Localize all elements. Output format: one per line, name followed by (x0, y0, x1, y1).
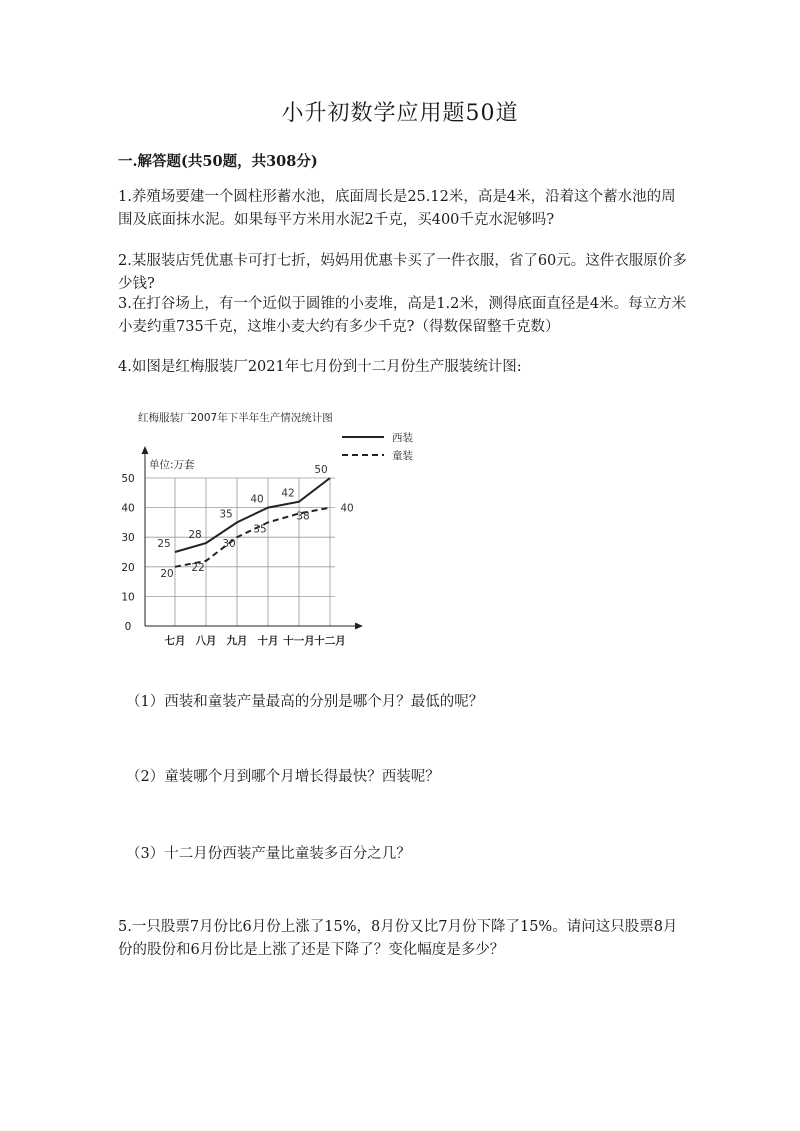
page-title: 小升初数学应用题50道 (281, 101, 519, 126)
y-axis-arrow-icon (142, 446, 149, 454)
data-label: 40 (340, 502, 354, 515)
data-label: 20 (160, 567, 174, 580)
y-tick-label: 40 (121, 502, 135, 515)
x-tick-label: 七月 (164, 635, 186, 647)
y-tick-label: 50 (121, 473, 135, 485)
x-axis-arrow-icon (355, 623, 363, 630)
data-label: 25 (157, 538, 171, 550)
data-label: 42 (281, 487, 295, 500)
x-tick-label: 十月 (257, 635, 279, 647)
production-line-chart (118, 398, 413, 658)
question-4-part-2: （2）童装哪个月到哪个月增长得最快？西装呢？ (126, 769, 440, 785)
data-label: 40 (250, 493, 264, 506)
x-tick-label: 八月 (195, 635, 217, 647)
question-4-part-3: （3）十二月份西装产量比童装多百分之几？ (126, 846, 411, 862)
legend-label: 童装 (392, 450, 413, 462)
question-4: 4.如图是红梅服装厂2021年七月份到十二月份生产服装统计图: (118, 359, 522, 375)
question-4-part-1: （1）西装和童装产量最高的分别是哪个月？最低的呢？ (126, 694, 484, 710)
y-tick-label: 20 (121, 561, 135, 574)
question-3: 3.在打谷场上，有一个近似于圆锥的小麦堆，高是1.2米，测得底面直径是4米。每立方米小麦约重735千克，这堆小麦大约有多少千克?（得数保留整千克数） (118, 296, 687, 335)
x-tick-label: 十二月 (314, 635, 346, 647)
y-axis-unit-label: 单位:万套 (149, 459, 195, 471)
x-tick-label: 九月 (226, 635, 248, 647)
data-label: 28 (188, 529, 202, 542)
question-2: 2.某服装店凭优惠卡可打七折，妈妈用优惠卡买了一件衣服，省了60元。这件衣服原价多少钱? (118, 253, 687, 292)
y-tick-label: 10 (121, 591, 135, 604)
y-tick-label: 30 (121, 532, 135, 545)
data-label: 35 (219, 508, 233, 521)
chart-title: 红梅服装厂2007年下半年生产情况统计图 (138, 412, 333, 424)
data-label: 22 (191, 561, 205, 574)
y-tick-label: 0 (124, 621, 132, 633)
legend-label: 西装 (392, 432, 413, 444)
data-label: 50 (314, 464, 328, 476)
question-5: 5.一只股票7月份比6月份上涨了15%，8月份又比7月份下降了15%。请问这只股票8月份的股份和6月份比是上涨了还是下降了？变化幅度是多少？ (118, 919, 678, 958)
data-label: 30 (222, 538, 236, 551)
data-label: 35 (253, 523, 267, 536)
x-tick-label: 十一月 (283, 635, 315, 647)
section-heading: 一.解答题(共50题，共308分) (118, 153, 318, 170)
data-label: 38 (296, 510, 310, 523)
question-1: 1.养殖场要建一个圆柱形蓄水池，底面周长是25.12米，高是4米，沿着这个蓄水池的周围及底面抹水泥。如果每平方米用水泥2千克，买400千克水泥够吗? (118, 189, 676, 228)
